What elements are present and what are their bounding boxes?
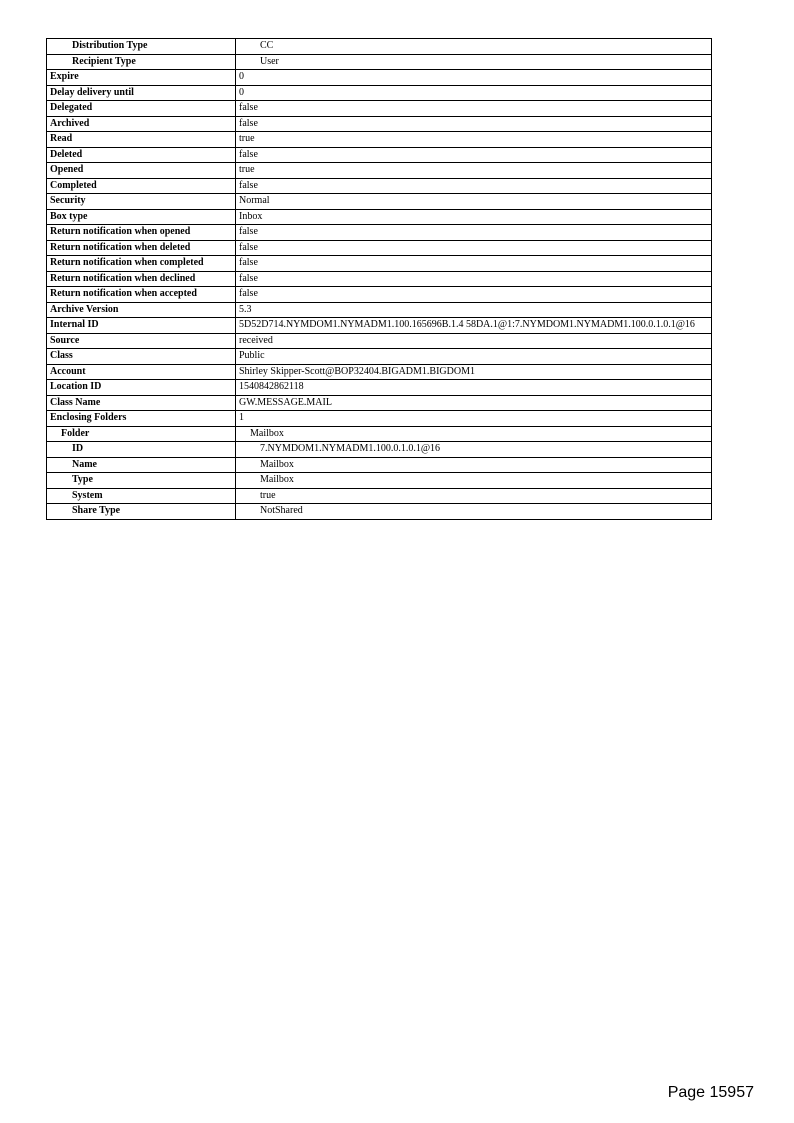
table-row xyxy=(47,256,712,272)
table-row xyxy=(47,132,712,148)
table-row xyxy=(47,240,712,256)
row-label: Internal ID xyxy=(47,318,236,334)
table-row xyxy=(47,473,712,489)
table-row xyxy=(47,85,712,101)
row-label: Delegated xyxy=(47,101,236,117)
table-row xyxy=(47,225,712,241)
row-value: true xyxy=(236,488,712,504)
row-value: GW.MESSAGE.MAIL xyxy=(236,395,712,411)
table-row xyxy=(47,54,712,70)
table-row xyxy=(47,442,712,458)
table-row xyxy=(47,364,712,380)
row-value: 5.3 xyxy=(236,302,712,318)
row-value: false xyxy=(236,178,712,194)
row-value: 7.NYMDOM1.NYMADM1.100.0.1.0.1@16 xyxy=(236,442,712,458)
row-label: Return notification when opened xyxy=(47,225,236,241)
row-value: Shirley Skipper-Scott@BOP32404.BIGADM1.BIGDOM1 xyxy=(236,364,712,380)
row-value: false xyxy=(236,271,712,287)
row-label: Share Type xyxy=(47,504,236,520)
table-row xyxy=(47,302,712,318)
row-value: 0 xyxy=(236,70,712,86)
table-row xyxy=(47,178,712,194)
row-label: Deleted xyxy=(47,147,236,163)
table-row xyxy=(47,349,712,365)
properties-table xyxy=(46,38,712,520)
row-label: Name xyxy=(47,457,236,473)
row-label: Distribution Type xyxy=(47,39,236,55)
row-label: Archived xyxy=(47,116,236,132)
row-label: Box type xyxy=(47,209,236,225)
row-value: User xyxy=(236,54,712,70)
row-label: Return notification when deleted xyxy=(47,240,236,256)
row-label: Enclosing Folders xyxy=(47,411,236,427)
table-row xyxy=(47,395,712,411)
row-label: Security xyxy=(47,194,236,210)
row-value: true xyxy=(236,132,712,148)
table-row xyxy=(47,147,712,163)
row-value: false xyxy=(236,256,712,272)
row-value: 1 xyxy=(236,411,712,427)
row-value: Mailbox xyxy=(236,457,712,473)
row-label: Account xyxy=(47,364,236,380)
row-value: false xyxy=(236,287,712,303)
row-value: 5D52D714.NYMDOM1.NYMADM1.100.165696B.1.4 58DA.1@1:7.NYMDOM1.NYMADM1.100.0.1.0.1@16 xyxy=(236,318,712,334)
row-label: Class Name xyxy=(47,395,236,411)
table-row xyxy=(47,411,712,427)
row-label: Class xyxy=(47,349,236,365)
row-value: Mailbox xyxy=(236,426,712,442)
row-value: Public xyxy=(236,349,712,365)
table-row xyxy=(47,209,712,225)
table-row xyxy=(47,70,712,86)
row-label: Opened xyxy=(47,163,236,179)
row-value: CC xyxy=(236,39,712,55)
row-value: false xyxy=(236,225,712,241)
row-value: Normal xyxy=(236,194,712,210)
row-value: false xyxy=(236,116,712,132)
row-value: 1540842862118 xyxy=(236,380,712,396)
table-row xyxy=(47,101,712,117)
table-row xyxy=(47,116,712,132)
table-row xyxy=(47,271,712,287)
table-row xyxy=(47,39,712,55)
table-row xyxy=(47,194,712,210)
table-row xyxy=(47,287,712,303)
row-label: System xyxy=(47,488,236,504)
row-label: Location ID xyxy=(47,380,236,396)
row-label: ID xyxy=(47,442,236,458)
row-label: Folder xyxy=(47,426,236,442)
row-value: false xyxy=(236,147,712,163)
page-number: Page 15957 xyxy=(667,1084,754,1101)
row-label: Return notification when completed xyxy=(47,256,236,272)
row-label: Source xyxy=(47,333,236,349)
table-row xyxy=(47,163,712,179)
table-row xyxy=(47,504,712,520)
row-label: Return notification when declined xyxy=(47,271,236,287)
row-label: Recipient Type xyxy=(47,54,236,70)
row-label: Return notification when accepted xyxy=(47,287,236,303)
table-row xyxy=(47,457,712,473)
row-value: false xyxy=(236,101,712,117)
row-value: Mailbox xyxy=(236,473,712,489)
table-row xyxy=(47,333,712,349)
table-row xyxy=(47,380,712,396)
row-value: false xyxy=(236,240,712,256)
row-value: true xyxy=(236,163,712,179)
table-row xyxy=(47,318,712,334)
table-row xyxy=(47,488,712,504)
row-value: NotShared xyxy=(236,504,712,520)
row-value: 0 xyxy=(236,85,712,101)
row-label: Delay delivery until xyxy=(47,85,236,101)
row-label: Archive Version xyxy=(47,302,236,318)
row-value: Inbox xyxy=(236,209,712,225)
row-value: received xyxy=(236,333,712,349)
table-row xyxy=(47,426,712,442)
row-label: Type xyxy=(47,473,236,489)
row-label: Expire xyxy=(47,70,236,86)
row-label: Completed xyxy=(47,178,236,194)
row-label: Read xyxy=(47,132,236,148)
